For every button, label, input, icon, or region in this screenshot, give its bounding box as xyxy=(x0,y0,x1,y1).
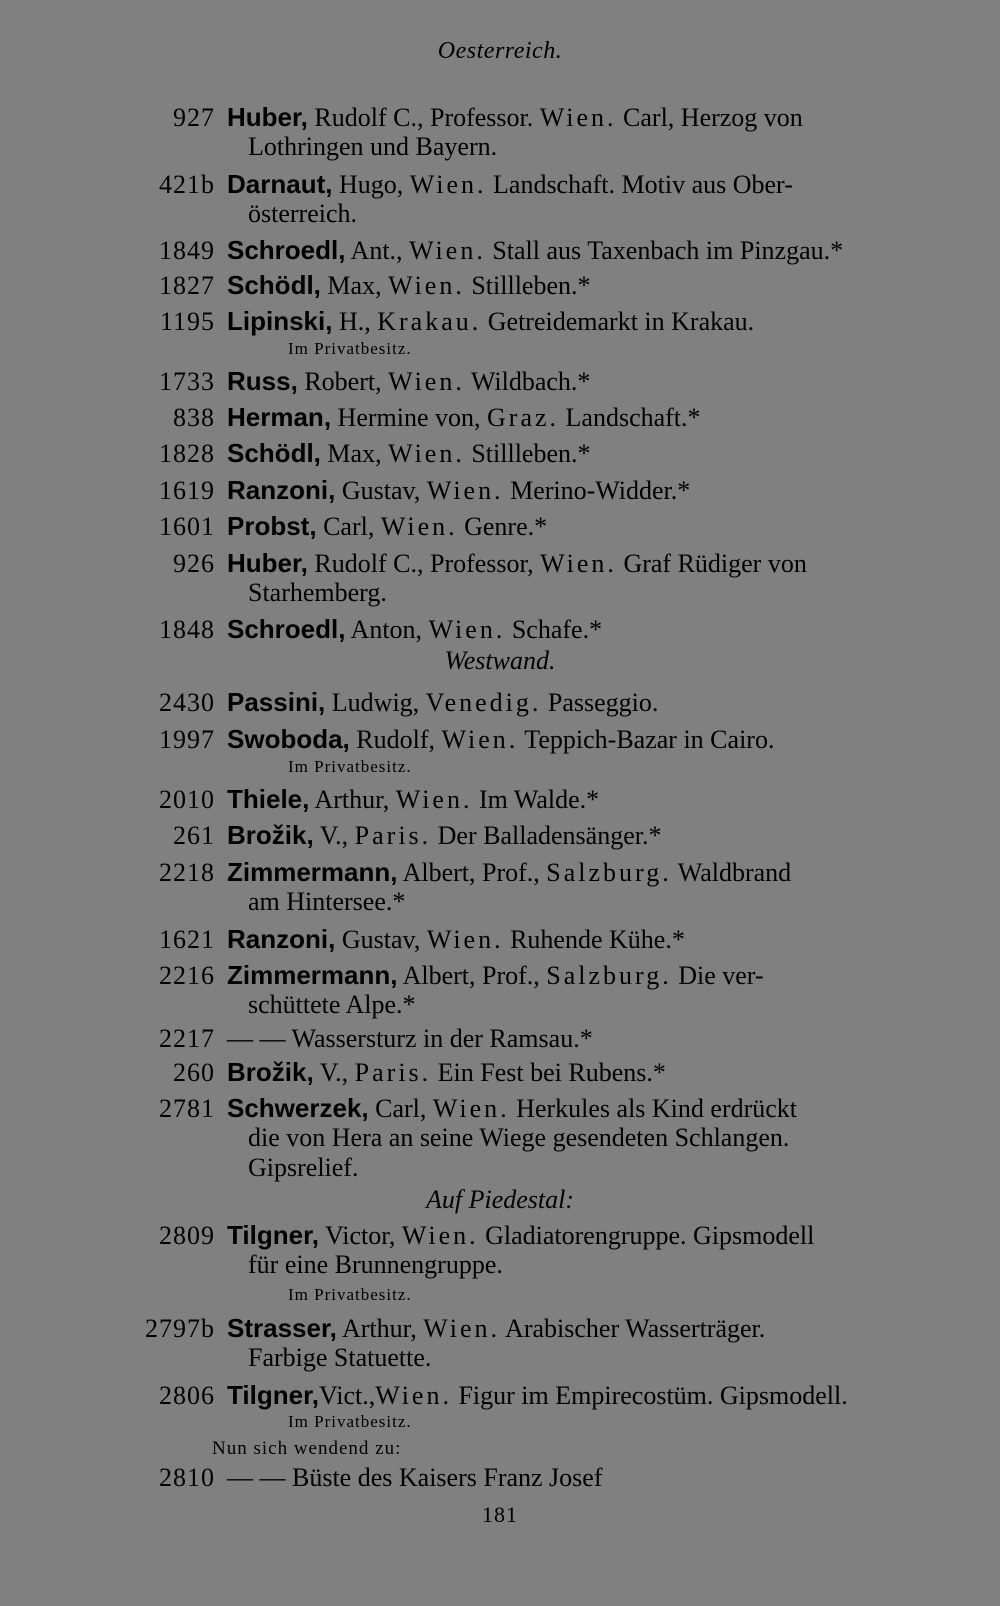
catalog-entry xyxy=(135,1220,945,1251)
catalog-entry xyxy=(135,548,945,579)
city: Paris. xyxy=(354,821,432,850)
artist-details: Arthur, xyxy=(309,785,396,814)
catalog-entry xyxy=(135,820,945,851)
catalog-entry xyxy=(135,784,945,815)
city: Wien. xyxy=(380,512,458,541)
artist-details: Rudolf C., Professor. xyxy=(307,103,540,132)
work-title: Figur im Empirecostüm. Gipsmodell. xyxy=(451,1381,848,1410)
catalog-entry xyxy=(135,306,945,337)
work-title: Graf Rüdiger von xyxy=(616,549,807,578)
page-number: 181 xyxy=(482,1502,518,1527)
artist-details: Hermine von, xyxy=(331,403,488,432)
entry-number: 1601 xyxy=(159,512,215,541)
catalog-entry xyxy=(135,724,945,755)
work-title: Teppich-Bazar in Cairo. xyxy=(518,725,775,754)
city: Paris. xyxy=(354,1058,432,1087)
work-title: Stillleben.* xyxy=(464,439,591,468)
catalog-entry xyxy=(135,924,945,955)
artist-name: Swoboda, xyxy=(227,724,350,754)
entry-continuation: Farbige Statuette. xyxy=(248,1343,432,1372)
city: Wien. xyxy=(441,725,519,754)
artist-details: Max, xyxy=(320,271,389,300)
artist-details: V., xyxy=(313,1058,355,1087)
catalog-entry xyxy=(135,1380,945,1411)
entry-number: 1621 xyxy=(159,925,215,954)
entry-continuation: Lothringen und Bayern. xyxy=(248,132,498,161)
entry-number: 421b xyxy=(159,170,215,199)
city: Wien. xyxy=(388,367,465,396)
entry-number: 1997 xyxy=(159,725,215,754)
work-title: Merino-Widder.* xyxy=(503,476,691,505)
city: Wien. xyxy=(426,925,504,954)
artist-details: V., xyxy=(313,821,355,850)
work-title: Der Balladensänger.* xyxy=(431,821,662,850)
ownership-note: Im Privatbesitz. xyxy=(288,1285,412,1304)
work-title: Wildbach.* xyxy=(464,367,591,396)
ownership-note: Im Privatbesitz. xyxy=(288,757,412,776)
artist-name: Brožik, xyxy=(227,820,314,850)
city: Wien. xyxy=(432,1094,510,1123)
work-title: Im Walde.* xyxy=(472,785,600,814)
city: Venedig. xyxy=(425,688,542,717)
artist-details: Ant., xyxy=(345,236,410,265)
artist-name: Zimmermann, xyxy=(227,960,398,990)
city: Salzburg. xyxy=(546,961,672,990)
work-title: Waldbrand xyxy=(671,858,792,887)
entry-number: 1828 xyxy=(159,439,215,468)
artist-name: Schroedl, xyxy=(227,614,346,644)
artist-details: Hugo, xyxy=(332,170,410,199)
artist-name: Lipinski, xyxy=(227,306,333,336)
entry-number: 1195 xyxy=(159,307,215,336)
entry-number: 1848 xyxy=(159,615,215,644)
catalog-entry xyxy=(135,1463,945,1493)
work-title: Landschaft.* xyxy=(559,403,701,432)
entry-continuation: Starhemberg. xyxy=(248,578,387,607)
catalog-entry xyxy=(135,102,945,133)
catalog-entry xyxy=(135,1057,945,1088)
section-heading-piedestal: Auf Piedestal: xyxy=(425,1185,574,1214)
artist-details: Vict., xyxy=(319,1381,376,1410)
artist-name: Probst, xyxy=(227,511,317,541)
entry-number: 927 xyxy=(173,103,215,132)
city: Wien. xyxy=(428,615,506,644)
artist-details: Rudolf, xyxy=(349,725,442,754)
city: Wien. xyxy=(426,476,504,505)
entry-number: 2217 xyxy=(159,1024,215,1053)
work-title: — — Büste des Kaisers Franz Josef xyxy=(227,1463,603,1492)
artist-name: Darnaut, xyxy=(227,169,333,199)
artist-details: Carl, xyxy=(368,1094,433,1123)
work-title: Landschaft. Motiv aus Ober- xyxy=(486,170,793,199)
ownership-note: Im Privatbesitz. xyxy=(288,1412,412,1431)
artist-details: Carl, xyxy=(316,512,381,541)
artist-details: Albert, Prof., xyxy=(397,961,547,990)
city: Graz. xyxy=(487,403,560,432)
artist-details: H., xyxy=(332,307,378,336)
entry-number: 838 xyxy=(173,403,215,432)
entry-number: 2810 xyxy=(159,1463,215,1492)
artist-details: Ludwig, xyxy=(325,688,426,717)
artist-details: Anton, xyxy=(345,615,429,644)
artist-name: Passini, xyxy=(227,687,326,717)
artist-name: Thiele, xyxy=(227,784,310,814)
entry-number: 1619 xyxy=(159,476,215,505)
artist-name: Tilgner, xyxy=(227,1380,319,1410)
artist-details: Albert, Prof., xyxy=(397,858,547,887)
entry-number: 260 xyxy=(173,1058,215,1087)
entry-number: 1733 xyxy=(159,367,215,396)
prefix-note: Nun sich wendend zu: xyxy=(212,1438,402,1459)
artist-name: Brožik, xyxy=(227,1057,314,1087)
entry-number: 261 xyxy=(173,821,215,850)
artist-name: Huber, xyxy=(227,548,308,578)
catalog-entry xyxy=(135,1313,945,1344)
artist-details: Rudolf C., Professor, xyxy=(307,549,541,578)
work-title: Getreidemarkt in Krakau. xyxy=(481,307,755,336)
entry-number: 2809 xyxy=(159,1221,215,1250)
entry-number: 2797b xyxy=(145,1314,215,1343)
city: Wien. xyxy=(375,1381,452,1410)
entry-number: 926 xyxy=(173,549,215,578)
artist-details: Robert, xyxy=(297,367,389,396)
artist-name: Schwerzek, xyxy=(227,1093,369,1123)
work-title: Ein Fest bei Rubens.* xyxy=(431,1058,666,1087)
artist-details: Gustav, xyxy=(335,925,427,954)
catalog-entry xyxy=(135,169,945,200)
work-title: Genre.* xyxy=(457,512,548,541)
artist-details: Max, xyxy=(320,439,389,468)
entry-number: 2430 xyxy=(159,688,215,717)
entry-continuation: am Hintersee.* xyxy=(248,887,406,916)
city: Wien. xyxy=(388,439,465,468)
artist-name: Ranzoni, xyxy=(227,924,336,954)
work-title: Schafe.* xyxy=(505,615,603,644)
city: Wien. xyxy=(540,549,617,578)
artist-details: Arthur, xyxy=(336,1314,424,1343)
work-title: Herkules als Kind erdrückt xyxy=(509,1094,798,1123)
artist-name: Tilgner, xyxy=(227,1220,319,1250)
work-title: Ruhende Kühe.* xyxy=(503,925,685,954)
city: Salzburg. xyxy=(546,858,672,887)
artist-details: Victor, xyxy=(319,1221,402,1250)
entry-number: 1827 xyxy=(159,271,215,300)
entry-number: 2216 xyxy=(159,961,215,990)
catalog-entry xyxy=(135,402,945,433)
work-title: Gladiatorengruppe. Gipsmodell xyxy=(478,1221,815,1250)
work-title: Stall aus Taxenbach im Pinzgau.* xyxy=(485,236,844,265)
artist-name: Zimmermann, xyxy=(227,857,398,887)
work-title: Die ver- xyxy=(671,961,764,990)
work-title: Arabischer Wasserträger. xyxy=(499,1314,766,1343)
catalog-entry xyxy=(135,475,945,506)
catalog-entry xyxy=(135,960,945,991)
entry-continuation: Gipsrelief. xyxy=(248,1153,359,1182)
city: Wien. xyxy=(409,236,486,265)
entry-continuation: die von Hera an seine Wiege gesendeten Schlangen. xyxy=(248,1123,790,1152)
catalog-entry xyxy=(135,366,945,397)
catalog-entry xyxy=(135,511,945,542)
section-heading-westwand: Westwand. xyxy=(444,646,556,675)
catalog-entry xyxy=(135,687,945,718)
artist-name: Strasser, xyxy=(227,1313,337,1343)
city: Wien. xyxy=(395,785,473,814)
artist-name: Schödl, xyxy=(227,438,321,468)
catalog-entry xyxy=(135,1093,945,1124)
city: Krakau. xyxy=(377,307,482,336)
entry-number: 1849 xyxy=(159,236,215,265)
entry-continuation: österreich. xyxy=(248,199,358,228)
artist-name: Herman, xyxy=(227,402,332,432)
entry-continuation: schüttete Alpe.* xyxy=(248,990,416,1019)
work-title: Stillleben.* xyxy=(464,271,591,300)
catalog-entry xyxy=(135,270,945,301)
entry-number: 2010 xyxy=(159,785,215,814)
artist-name: Schroedl, xyxy=(227,235,346,265)
artist-details: Gustav, xyxy=(335,476,427,505)
city: Wien. xyxy=(401,1221,479,1250)
entry-continuation: für eine Brunnengruppe. xyxy=(248,1250,503,1279)
catalog-entry xyxy=(135,614,945,645)
city: Wien. xyxy=(539,103,617,132)
artist-name: Schödl, xyxy=(227,270,321,300)
entry-number: 2218 xyxy=(159,858,215,887)
catalog-entry xyxy=(135,235,945,266)
catalog-entry xyxy=(135,857,945,888)
work-title: Carl, Herzog von xyxy=(616,103,803,132)
entry-number: 2781 xyxy=(159,1094,215,1123)
artist-name: Huber, xyxy=(227,102,308,132)
artist-name: Russ, xyxy=(227,366,298,396)
city: Wien. xyxy=(388,271,465,300)
city: Wien. xyxy=(409,170,487,199)
work-title: Passeggio. xyxy=(541,688,659,717)
catalog-entry xyxy=(135,438,945,469)
work-title: — — Wassersturz in der Ramsau.* xyxy=(227,1024,593,1053)
entry-number: 2806 xyxy=(159,1381,215,1410)
city: Wien. xyxy=(423,1314,500,1343)
catalog-entry xyxy=(135,1024,945,1054)
ownership-note: Im Privatbesitz. xyxy=(288,339,412,358)
page-header: Oesterreich. xyxy=(437,38,563,64)
artist-name: Ranzoni, xyxy=(227,475,336,505)
